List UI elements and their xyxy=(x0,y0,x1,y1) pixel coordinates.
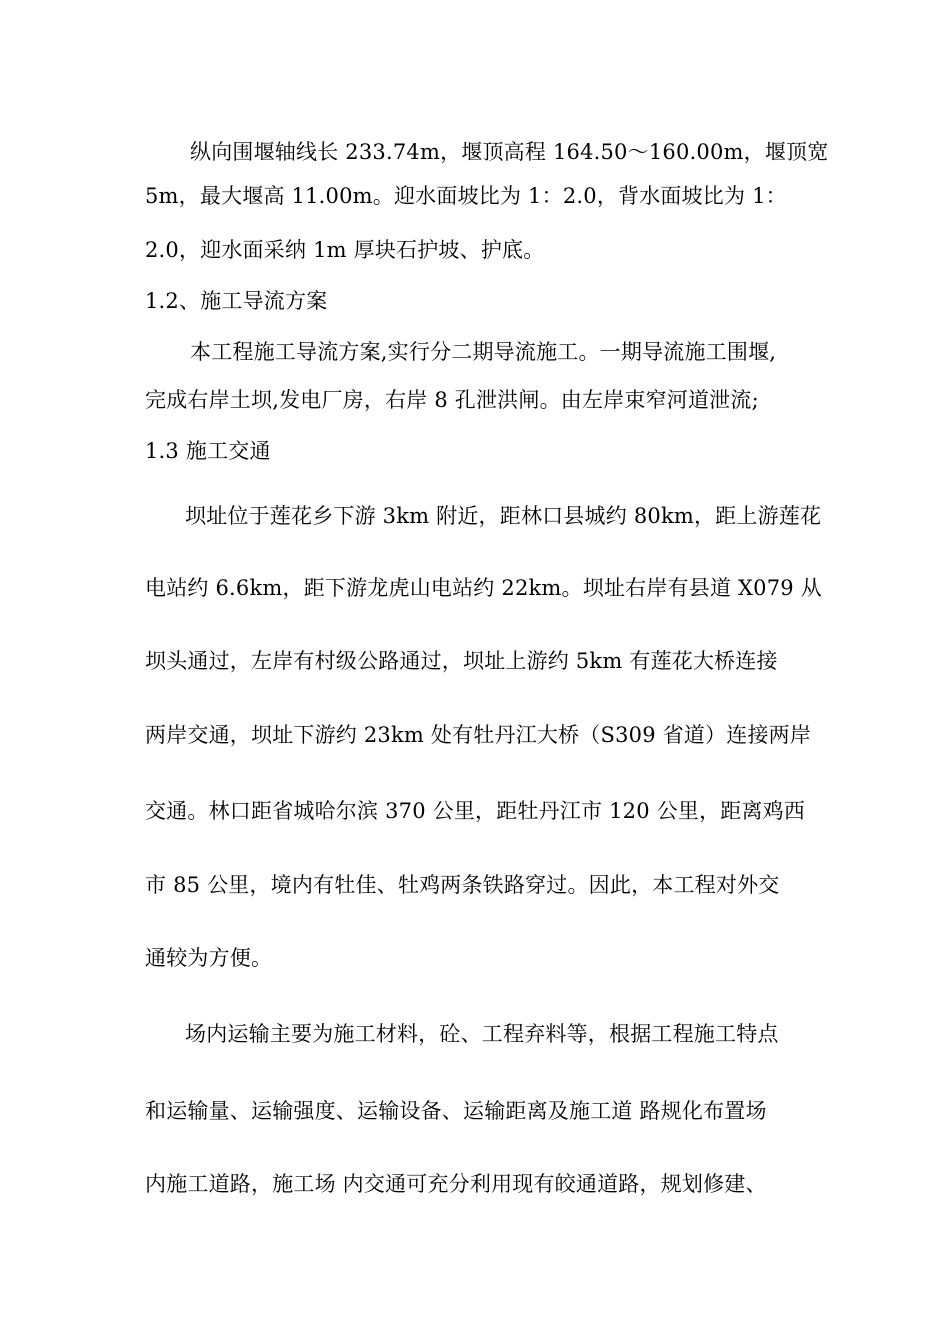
paragraph-line: 坝址位于莲花乡下游 3km 附近，距林口县城约 80km，距上游莲花 xyxy=(185,504,822,528)
paragraph-line: 和运输量、运输强度、运输设备、运输距离及施工道 路规化布置场 xyxy=(145,1099,767,1123)
paragraph-line: 通较为方便。 xyxy=(145,946,273,970)
paragraph-line: 电站约 6.6km，距下游龙虎山电站约 22km。坝址右岸有县道 X079 从 xyxy=(145,576,822,600)
paragraph-line: 完成右岸土坝,发电厂房，右岸 8 孔泄洪闸。由左岸束窄河道泄流; xyxy=(145,388,759,412)
paragraph-line: 场内运输主要为施工材料，砼、工程弃料等，根据工程施工特点 xyxy=(185,1022,779,1046)
paragraph-line: 市 85 公里，境内有牡佳、牡鸡两条铁路穿过。因此，本工程对外交 xyxy=(145,873,780,897)
paragraph-line: 5m，最大堰高 11.00m。迎水面坡比为 1：2.0，背水面坡比为 1： xyxy=(145,184,787,208)
paragraph-line: 2.0，迎水面采纳 1m 厚块石护坡、护底。 xyxy=(145,238,545,262)
paragraph-line: 本工程施工导流方案,实行分二期导流施工。一期导流施工围堰, xyxy=(190,340,777,364)
paragraph-line: 交通。林口距省城哈尔滨 370 公里，距牡丹江市 120 公里，距离鸡西 xyxy=(145,799,806,823)
section-heading: 1.3 施工交通 xyxy=(145,439,271,463)
paragraph-line: 纵向围堰轴线长 233.74m，堰顶高程 164.50～160.00m，堰顶宽 xyxy=(190,140,829,164)
paragraph-line: 两岸交通，坝址下游约 23km 处有牡丹江大桥（S309 省道）连接两岸 xyxy=(145,723,812,747)
paragraph-line: 内施工道路，施工场 内交通可充分利用现有皎通道路，规划修建、 xyxy=(145,1172,767,1196)
section-heading: 1.2、施工导流方案 xyxy=(145,289,328,313)
paragraph-line: 坝头通过，左岸有村级公路通过，坝址上游约 5km 有莲花大桥连接 xyxy=(145,649,778,673)
